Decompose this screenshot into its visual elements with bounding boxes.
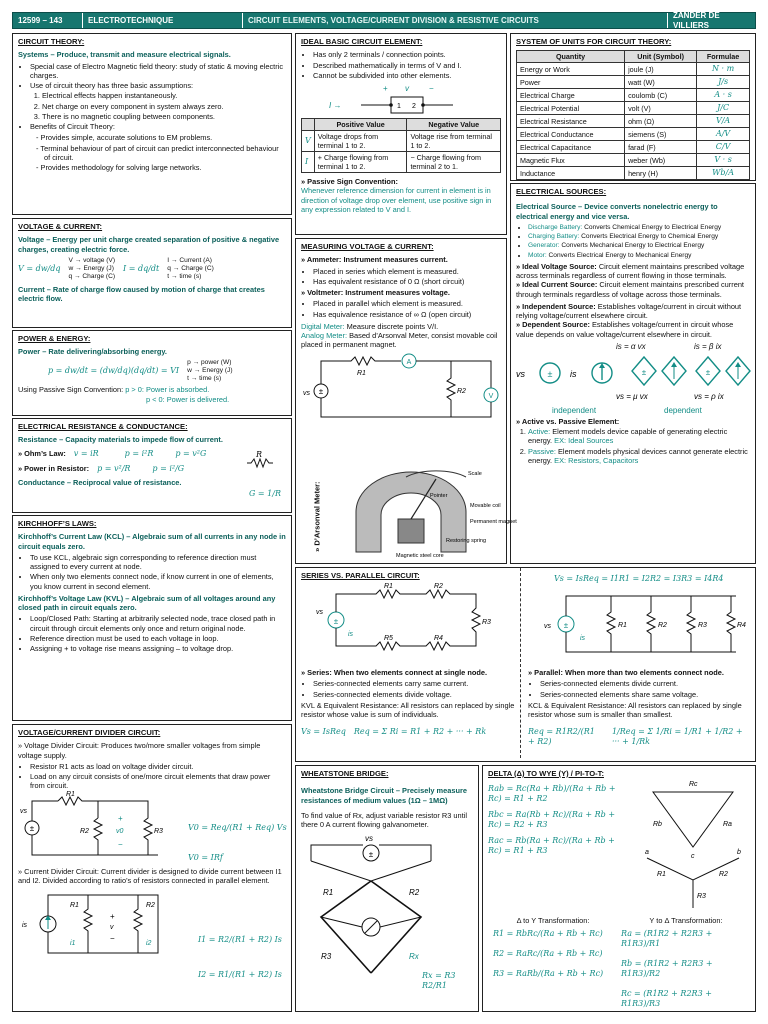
delta-to-y: Δ to Y Transformation: R1 = RbRc/(Ra + Rb + Rc) R2 = RaRc/(Ra + Rb + Rc) R3 = RaRb/(Ra + Rb + Rc) xyxy=(493,916,613,979)
svg-text:V: V xyxy=(488,392,494,400)
svg-text:R1: R1 xyxy=(384,583,393,590)
power-resistor-row: » Power in Resistor: p = v²/R p = i²/G xyxy=(18,463,185,474)
rac-equation: Rac = Rb(Ra + Rc)/(Ra + Rb + Rc) = R1 + R3 xyxy=(488,836,615,856)
topic: CIRCUIT ELEMENTS, VOLTAGE/CURRENT DIVISION & RESISTIVE CIRCUITS xyxy=(243,13,668,28)
svg-text:dependent: dependent xyxy=(664,405,702,415)
svg-text:R1: R1 xyxy=(66,790,75,798)
independent-source: » Independent Source: Establishes voltage/current in circuit without relying voltage/current elsewhere circuit. xyxy=(516,301,742,321)
svg-text:vs: vs xyxy=(20,807,27,815)
r1-equation: R1 = RbRc/(Ra + Rb + Rc) xyxy=(493,929,603,939)
legend: p → power (W) w → Energy (J) t → time (s) xyxy=(187,358,233,383)
svg-text:v: v xyxy=(405,84,409,94)
series-circuit-diagram xyxy=(316,584,506,654)
delta-wye-diagram xyxy=(633,772,753,912)
svg-text:vs: vs xyxy=(544,623,551,630)
voltage-divider-diagram xyxy=(18,790,168,863)
svg-text:b: b xyxy=(737,849,741,856)
svg-text:R3: R3 xyxy=(698,622,707,629)
list-item: • Generator: Converts Mechanical Energy to Electrical Energy xyxy=(528,242,750,250)
conductance-def: Conductance – Reciprocal value of resistance. xyxy=(18,477,182,487)
table-row: Electrical Charge coulomb (C) A · s xyxy=(517,89,750,102)
vo-current-equation: V0 = IRf xyxy=(188,853,223,862)
power-section xyxy=(12,330,292,416)
svg-text:±: ± xyxy=(368,850,374,860)
svg-text:±: ± xyxy=(641,367,647,377)
kirchhoff-section xyxy=(12,515,292,721)
i2-equation: I2 = R1/(R1 + R2) Is xyxy=(198,970,282,979)
list-item: - Provides simple, accurate solutions to EM problems. xyxy=(44,133,286,142)
section-title: DELTA (Δ) TO WYE (Y) / PI-TO-T: xyxy=(488,769,604,778)
svg-text:R2: R2 xyxy=(80,827,89,835)
list-item: - Provides methodology for solving large networks. xyxy=(44,163,286,172)
section-title: WHEATSTONE BRIDGE: xyxy=(301,769,389,778)
table-row: Electrical Potential volt (V) J/C xyxy=(517,102,750,115)
section-title: MEASURING VOLTAGE & CURRENT: xyxy=(301,242,434,251)
svg-text:R2: R2 xyxy=(434,583,443,590)
svg-text:vs = ρ ix: vs = ρ ix xyxy=(694,391,724,401)
svg-text:R5: R5 xyxy=(384,635,393,642)
svg-text:is = α vx: is = α vx xyxy=(616,341,646,351)
ideal-voltage-source: » Ideal Voltage Source: Circuit element maintains prescribed voltage across terminals regardless of current flowing in those terminals. xyxy=(516,261,745,281)
r3-equation: R3 = RaRb/(Ra + Rb + Rc) xyxy=(493,969,604,979)
ohm-row: » Ohm’s Law: v = iR p = i²R p = v²G xyxy=(18,448,207,459)
units-table: Quantity Unit (Symbol) Formulae Energy or Work joule (J) N · m Power watt (W) J/s Electrical Charge coulomb (C) A · s Electrical Potential volt (V) J/C Electrical Resistance ohm (Ω) V/A Electrical Conductance siemens (S) A/V Electrical Capacitance farad (F) C/V Magnetic Flux weber (Wb) V · s Inductance henry (H) Wb/A xyxy=(516,50,750,180)
svg-text:−: − xyxy=(429,84,434,94)
kvl-definition: Kirchhoff’s Voltage Law (KVL) – Algebraic sum of all voltages around any closed path in circuit equals zero. xyxy=(18,593,276,613)
svg-text:R1: R1 xyxy=(618,622,627,629)
svg-text:2: 2 xyxy=(412,103,416,111)
rc-equation: Rc = (R1R2 + R2R3 + R1R3)/R3 xyxy=(621,989,712,1009)
svg-text:v0: v0 xyxy=(116,827,124,835)
ideal-element-diagram xyxy=(301,82,501,116)
svg-text:R2: R2 xyxy=(658,622,667,629)
svg-text:R3: R3 xyxy=(154,827,163,835)
section-title: VOLTAGE & CURRENT: xyxy=(18,222,103,231)
definition: Systems – Produce, transmit and measure electrical signals. xyxy=(18,50,231,60)
vo-equation: V0 = Req/(R1 + Req) Vs xyxy=(188,823,287,832)
table-row: Inductance henry (H) Wb/A xyxy=(517,167,750,180)
equivalent-resistances xyxy=(488,784,628,856)
digital-meter: Digital Meter: Measure discrete points V/I. xyxy=(301,321,439,331)
list-item: • Has only 2 terminals / connection points. xyxy=(313,50,501,59)
units-section xyxy=(510,33,756,181)
resistor-label: R xyxy=(255,450,263,459)
list-item: • When only two elements connect node, if know current in one of elements, you know current in second element. xyxy=(30,572,286,591)
list-item: 3. There is no magnetic coupling between components. xyxy=(42,112,286,121)
ammeter-title: » Ammeter: Instrument measures current. xyxy=(301,255,448,265)
list-item: 2. Net charge on every component in system always zero. xyxy=(42,102,286,111)
table-row: Energy or Work joule (J) N · m xyxy=(517,63,750,76)
darsonval-meter-illustration xyxy=(336,467,517,559)
series-parallel-section xyxy=(295,567,756,762)
svg-text:Movable coil: Movable coil xyxy=(470,503,501,509)
svg-text:v: v xyxy=(110,924,114,932)
svg-text:independent: independent xyxy=(552,405,597,415)
list-item: • Assigning + to voltage rise means assigning – to voltage drop. xyxy=(30,644,286,653)
rab-equation: Rab = Rc(Ra + Rb)/(Ra + Rb + Rc) = R1 + R2 xyxy=(488,784,616,804)
voltage-equation: V = dw/dq xyxy=(18,264,61,274)
wheatstone-text: To find value of Rx, adjust variable resistor R3 until there 0 A current flowing galvanometer. xyxy=(301,810,467,830)
equations-row xyxy=(18,257,286,282)
svg-text:is: is xyxy=(22,922,28,930)
svg-text:Rx: Rx xyxy=(409,952,419,962)
section-title: KIRCHHOFF’S LAWS: xyxy=(18,519,97,528)
series-eq-1: Vs = IsReq xyxy=(301,727,346,737)
list-item: • Described mathematically in terms of V and I. xyxy=(313,61,501,70)
svg-text:R1: R1 xyxy=(357,369,366,377)
conductance-equation: G = 1/R xyxy=(249,489,281,498)
svg-text:vs: vs xyxy=(516,368,525,379)
series-kvl-text: KVL & Equivalent Resistance: All resistors can replaced by single resistor whose value is sum of individuals. xyxy=(301,700,515,719)
table-row: Magnetic Flux weber (Wb) V · s xyxy=(517,154,750,167)
table-row: Electrical Capacitance farad (F) C/V xyxy=(517,141,750,154)
parallel-circuit-diagram xyxy=(536,590,751,658)
list-item: • Benefits of Circuit Theory: - Provides simple, accurate solutions to EM problems. - Terminal behaviour of part of circuit can predict interconnected behaviour of circuit. - Provides methodology for solving large networks. xyxy=(30,122,286,172)
definition: Resistance – Capacity materials to impede flow of current. xyxy=(18,435,223,445)
list-item: • Cannot be subdivided into other elements. xyxy=(313,71,501,80)
parallel-eq-1: Req = R1R2/(R1 + R2) xyxy=(528,727,595,747)
list-item: • Placed in series which element is measured. xyxy=(313,267,501,276)
svg-text:R4: R4 xyxy=(737,622,746,629)
svg-text:R3: R3 xyxy=(697,893,706,900)
list-item: • Resistor R1 acts as load on voltage divider circuit. xyxy=(30,762,286,771)
sources-section xyxy=(510,183,756,564)
svg-text:vs: vs xyxy=(303,389,310,397)
list-item: - Terminal behaviour of part of circuit can predict interconnected behaviour of circuit. xyxy=(44,144,286,163)
section-title: SYSTEM OF UNITS FOR CIRCUIT THEORY: xyxy=(516,37,672,46)
svg-text:±: ± xyxy=(29,823,35,833)
svg-text:−: − xyxy=(118,839,123,849)
psc-line: Using Passive Sign Convention: p > 0: Power is absorbed. xyxy=(18,385,210,395)
svg-text:R3: R3 xyxy=(482,619,491,626)
svg-text:c: c xyxy=(691,853,695,860)
divider-section xyxy=(12,724,292,1012)
psc-label: » Passive Sign Convention: xyxy=(301,177,398,187)
parallel-kcl-text: KCL & Equivalent Resistance: All resistors can replaced by single resistor whose sum is smaller than smallest. xyxy=(528,700,742,719)
ideal-current-source: » Ideal Current Source: Circuit element maintains prescribed current through terminals regardless of voltage across those terminals. xyxy=(516,280,744,299)
measuring-section xyxy=(295,238,517,564)
table-row: Power watt (W) J/s xyxy=(517,76,750,89)
current-divider-diagram xyxy=(18,889,178,959)
current-divider-text: » Current Divider Circuit: Current divider is designed to divide current between I1 and I2. Divided according to ratio’s of resistors connected in parallel element. xyxy=(18,866,282,885)
svg-text:+: + xyxy=(118,813,123,823)
source-symbols-diagram xyxy=(516,339,752,417)
series-eq-2: Req = Σ Ri = R1 + R2 + ··· + Rk xyxy=(353,727,487,737)
table-row: Electrical Resistance ohm (Ω) V/A xyxy=(517,115,750,128)
list-item: • Series-connected elements carry same current. xyxy=(313,679,516,688)
author: ZANDER DE VILLIERS xyxy=(673,10,720,30)
r2-equation: R2 = RaRc/(Ra + Rb + Rc) xyxy=(493,949,603,959)
definition: Power – Rate delivering/absorbing energy. xyxy=(18,347,167,357)
svg-text:R2: R2 xyxy=(409,888,420,898)
section-title: CIRCUIT THEORY: xyxy=(18,37,85,46)
dependent-source: » Dependent Source: Establishes voltage/current in circuit whose value depends on value voltage/current elsewhere in circuit. xyxy=(516,320,734,339)
power-equation: p = dw/dt = (dw/dq)(dq/dt) = VI xyxy=(48,366,180,376)
svg-text:Scale: Scale xyxy=(468,471,482,477)
analog-meter: Analog Meter: Based d’Arsonval Meter, consist movable coil placed in permanent magnet. xyxy=(301,331,498,350)
list-item: • Reference direction must be used to each voltage in loop. xyxy=(30,634,286,643)
list-item: • Loop/Closed Path: Starting at arbitrarily selected node, trace closed path in circuit through circuit elements only once and return original node. xyxy=(30,614,286,633)
table-row: Electrical Conductance siemens (S) A/V xyxy=(517,128,750,141)
current-equation: I = dq/dt xyxy=(123,264,160,274)
wheatstone-section xyxy=(295,765,479,1012)
svg-text:Ra: Ra xyxy=(723,821,732,828)
list-item: • Use of circuit theory has three basic assumptions: 1. Electrical effects happen instantaneously. 2. Net charge on every component in system always zero. 3. There is no magnetic coupling between components. xyxy=(30,81,286,121)
legend: V → voltage (V) w → Energy (J) q → Charge (C) xyxy=(68,256,116,281)
wheatstone-diagram xyxy=(301,833,476,983)
list-item: • Has equivalence resistance of ∞ Ω (open circuit) xyxy=(313,310,501,319)
svg-text:±: ± xyxy=(705,367,711,377)
svg-text:+: + xyxy=(383,84,388,94)
svg-text:i2: i2 xyxy=(146,940,152,948)
rb-equation: Rb = (R1R2 + R2R3 + R1R3)/R2 xyxy=(621,959,713,979)
svg-text:R2: R2 xyxy=(457,387,466,395)
meter-vertical-label: » D’Arsonval Meter: xyxy=(312,481,322,552)
subject: ELECTROTECHNIQUE xyxy=(83,13,243,28)
definition: Voltage – Energy per unit charge created separation of positive & negative charges, creating electric force. xyxy=(18,235,280,254)
svg-text:R2: R2 xyxy=(719,871,728,878)
circuit-theory-section xyxy=(12,33,292,215)
svg-text:i1: i1 xyxy=(70,940,76,948)
rbc-equation: Rbc = Ra(Rb + Rc)/(Ra + Rb + Rc) = R2 + R3 xyxy=(488,810,616,830)
svg-text:R1: R1 xyxy=(70,902,79,910)
list-item: • Load on any circuit consists of one/more circuit elements that draw power from circuit. xyxy=(30,772,286,791)
svg-text:is: is xyxy=(580,635,586,642)
meter-circuit-diagram xyxy=(301,353,501,423)
svg-text:±: ± xyxy=(563,621,569,630)
list-item: 1. Electrical effects happen instantaneously. xyxy=(42,91,286,100)
svg-text:Pointer: Pointer xyxy=(430,493,448,499)
list-item: • Has equivalent resistance of 0 Ω (short circuit) xyxy=(313,277,501,286)
list-item: • Charging Battery: Converts Electrical Energy to Chemical Energy xyxy=(528,233,750,241)
parallel-text: » Parallel: When more than two elements connect node. • Series-connected elements divide current. • Series-connected elements share same voltage. KCL & Equivalent Resistance: All resistors can replaced by single resistor whose sum is smaller than smallest. Req = R1R2/(R1 + R2) 1/Req = Σ 1/Ri = 1/R1 + 1/R2 + ··· + 1/Rk xyxy=(528,668,752,747)
ra-equation: Ra = (R1R2 + R2R3 + R1R3)/R1 xyxy=(621,929,713,949)
svg-text:A: A xyxy=(406,358,412,366)
svg-text:is: is xyxy=(348,631,354,638)
svg-text:1: 1 xyxy=(397,103,401,111)
list-item: • Series-connected elements divide voltage. xyxy=(313,690,516,699)
list-item: • Motor: Converts Electrical Energy to Mechanical Energy xyxy=(528,252,750,260)
i1-equation: I1 = R2/(R1 + R2) Is xyxy=(198,935,282,944)
delta-wye-section xyxy=(482,765,756,1012)
voltage-current-section xyxy=(12,218,292,328)
list-item: 2. Passive: Element models physical devices cannot generate electric energy. EX: Resistors, Capacitors xyxy=(528,447,750,466)
y-to-delta: Y to Δ Transformation: Ra = (R1R2 + R2R3 + R1R3)/R1 Rb = (R1R2 + R2R3 + R1R3)/R2 Rc = (R1R2 + R2R3 + R1R3)/R3 xyxy=(621,916,751,1009)
current-definition: Current – Rate of charge flow caused by motion of charge that creates electric flow. xyxy=(18,284,265,303)
series-parallel-equation: Vs = IsReq = I1R1 = I2R2 = I3R3 = I4R4 xyxy=(554,574,724,583)
sign-table: Positive Value Negative Value V Voltage drops from terminal 1 to 2. Voltage rise from terminal 1 to 2. I + Charge flowing from terminal 1 to 2. − Charge flowing from terminal 2 to 1. xyxy=(301,118,501,173)
svg-text:+: + xyxy=(110,912,115,922)
svg-text:Magnetic steel core: Magnetic steel core xyxy=(396,553,444,559)
legend: I → Current (A) q → Charge (C) t → time (s) xyxy=(167,256,214,281)
resistance-section xyxy=(12,418,292,513)
svg-text:Rb: Rb xyxy=(653,821,662,828)
definition: Wheatstone Bridge Circuit – Precisely measure resistances of medium values (1Ω – 1MΩ) xyxy=(301,786,467,805)
definition: Electrical Source – Device converts nonelectric energy to electrical energy and vice versa. xyxy=(516,202,718,221)
svg-text:R2: R2 xyxy=(146,902,155,910)
power-equation-row xyxy=(18,359,286,384)
list-item: • Discharge Battery: Converts Chemical Energy to Electrical Energy xyxy=(528,224,750,232)
kcl-definition: Kirchhoff’s Current Law (KCL) – Algebraic sum of all currents in any node in circuit equals zero. xyxy=(18,532,286,551)
svg-text:vs = μ vx: vs = μ vx xyxy=(616,391,648,401)
svg-text:is = β ix: is = β ix xyxy=(694,341,722,351)
course-code: 12599 – 143 xyxy=(13,13,83,28)
section-title: IDEAL BASIC CIRCUIT ELEMENT: xyxy=(301,37,423,46)
parallel-eq-2: 1/Req = Σ 1/Ri = 1/R1 + 1/R2 + ··· + 1/Rk xyxy=(611,727,743,747)
list-item: • To use KCL, algebraic sign corresponding to reference direction must assigned to every current at node. xyxy=(30,553,286,572)
psc-negative: p < 0: Power is delivered. xyxy=(146,394,230,404)
ideal-element-section xyxy=(295,33,507,235)
svg-text:Rc: Rc xyxy=(689,781,698,788)
list-item: • Placed in parallel which element is measured. xyxy=(313,299,501,308)
voltage-divider-text: » Voltage Divider Circuit: Produces two/more smaller voltages from simple voltage supply. xyxy=(18,741,261,760)
section-title: ELECTRICAL SOURCES: xyxy=(516,187,607,196)
section-title: POWER & ENERGY: xyxy=(18,334,91,343)
svg-text:I →: I → xyxy=(329,101,342,111)
active-passive-title: » Active vs. Passive Element: xyxy=(516,416,620,426)
svg-text:R3: R3 xyxy=(321,952,332,962)
list-item: • Series-connected elements share same voltage. xyxy=(540,690,752,699)
svg-text:R1: R1 xyxy=(323,888,334,898)
section-title: SERIES VS. PARALLEL CIRCUIT: xyxy=(301,571,420,580)
svg-text:is: is xyxy=(570,368,577,379)
svg-text:Restoring spring: Restoring spring xyxy=(446,538,487,544)
voltmeter-title: » Voltmeter: Instrument measures voltage. xyxy=(301,288,450,298)
list-item: • Series-connected elements divide current. xyxy=(540,679,752,688)
svg-text:±: ± xyxy=(547,368,553,379)
divider-line xyxy=(520,568,521,758)
svg-text:vs: vs xyxy=(316,609,323,616)
list-item: 1. Active: Element models device capable of generating electric energy. EX: Ideal Sources xyxy=(528,427,750,446)
section-title: ELECTRICAL RESISTANCE & CONDUCTANCE: xyxy=(18,422,188,431)
svg-text:±: ± xyxy=(318,386,324,396)
svg-text:Permanent magnet: Permanent magnet xyxy=(470,519,517,525)
section-title: VOLTAGE/CURRENT DIVIDER CIRCUIT: xyxy=(18,728,161,737)
svg-text:R1: R1 xyxy=(657,871,666,878)
svg-text:vs: vs xyxy=(365,834,373,844)
svg-text:a: a xyxy=(645,849,649,856)
psc-text: Whenever reference dimension for current in element is in direction of voltage drop over element, use positive sign in any expression related to V and I. xyxy=(301,186,492,214)
svg-text:±: ± xyxy=(333,617,339,626)
page-header xyxy=(12,12,756,29)
svg-text:R4: R4 xyxy=(434,635,443,642)
wheatstone-equation: Rx = R3 R2/R1 xyxy=(422,971,456,990)
svg-text:−: − xyxy=(110,934,115,944)
series-text: » Series: When two elements connect at single node. • Series-connected elements carry same current. • Series-connected elements divide voltage. KVL & Equivalent Resistance: All resistors can replaced by single resistor whose value is sum of individuals. Vs = IsReq Req = Σ Ri = R1 + R2 + ··· + Rk xyxy=(301,668,516,737)
list-item: • Special case of Electro Magnetic field theory: study of static & moving electric charges. xyxy=(30,62,286,81)
